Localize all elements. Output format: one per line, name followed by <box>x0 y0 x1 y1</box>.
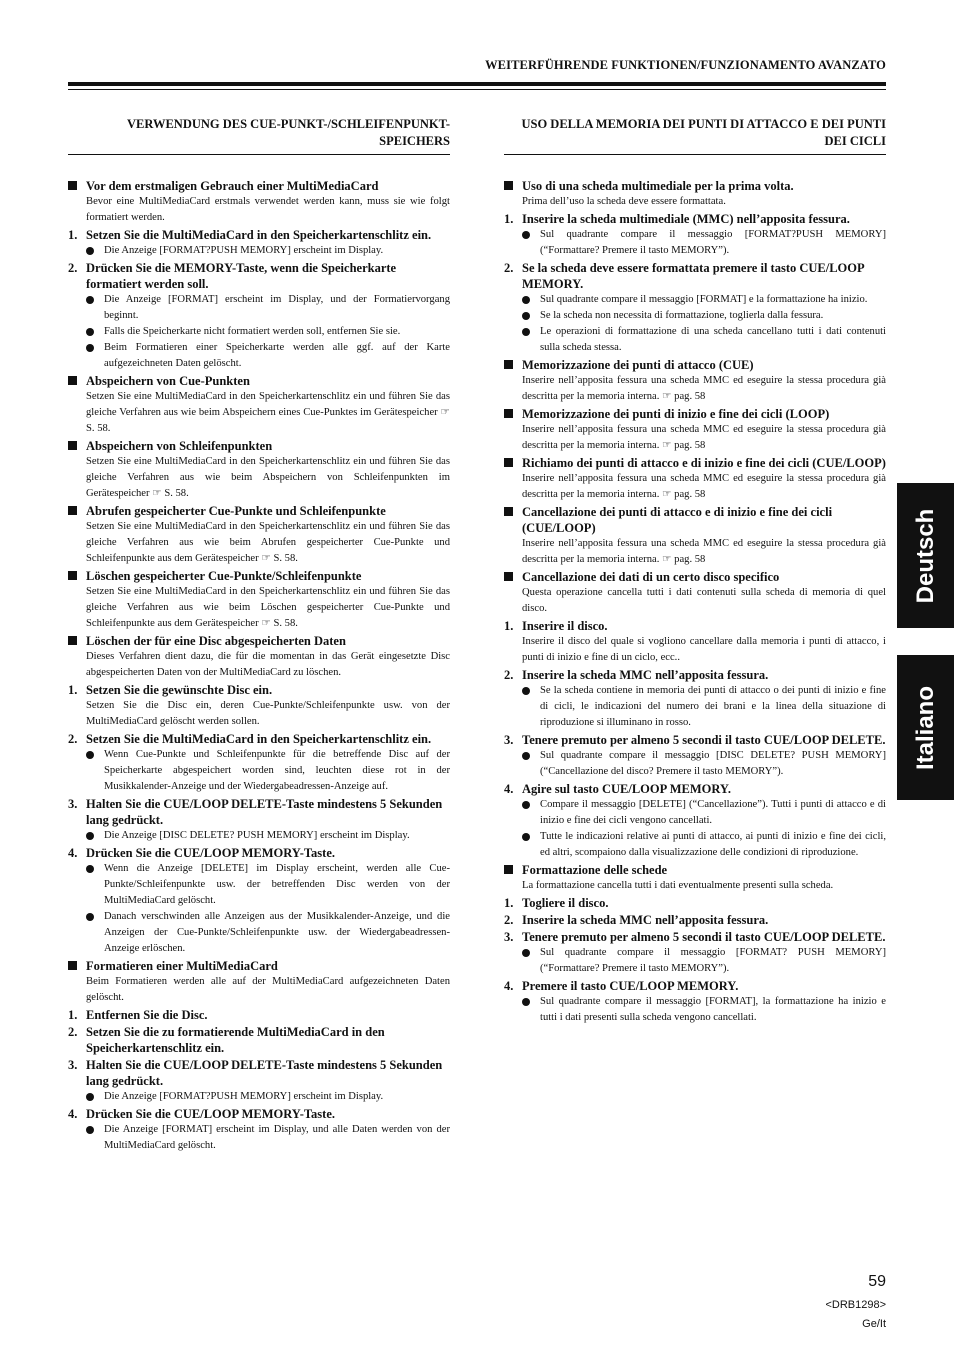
numbered-step <box>504 667 886 683</box>
square-bullet-icon <box>68 961 77 970</box>
paragraph: Inserire nell’apposita fessura una scheda MMC ed eseguire la stessa procedura già descritta per la memoria interna. ☞ pag. 58 <box>522 538 886 565</box>
german-content <box>68 178 450 1154</box>
numbered-step <box>68 845 450 861</box>
step-text: Premere il tasto CUE/LOOP MEMORY. <box>522 979 739 993</box>
step-text: Setzen Sie die zu formatierende MultiMediaCard in den Speicherkartenschlitz ein. <box>86 1025 385 1055</box>
bullet-dot-icon <box>522 752 530 760</box>
bullet-item <box>504 292 886 308</box>
bullet-dot-icon <box>86 913 94 921</box>
bullet-text: Die Anzeige [FORMAT] erscheint im Display, und der Formatiervorgang beginnt. <box>104 294 450 321</box>
bullet-dot-icon <box>522 801 530 809</box>
bullet-item <box>504 308 886 324</box>
step-number: 1. <box>68 228 78 242</box>
paragraph: Inserire nell’apposita fessura una scheda MMC ed eseguire la stessa procedura già descritta per la memoria interna. ☞ pag. 58 <box>522 473 886 500</box>
numbered-step <box>504 978 886 994</box>
bullet-text: Danach verschwinden alle Anzeigen aus der Musikkalender-Anzeige, und die Anzeigen der Cue-Punkte/Schleifenpunkte usw. der Wiedergabeadressen-Anzeige erlöschen. <box>104 911 450 954</box>
bullet-item <box>504 994 886 1026</box>
step-text: Halten Sie die CUE/LOOP DELETE-Taste mindestens 5 Sekunden lang gedrückt. <box>86 797 443 827</box>
heading-text: Vor dem erstmaligen Gebrauch einer MultiMediaCard <box>86 179 379 193</box>
header-rule-thin <box>68 89 886 90</box>
step-number: 4. <box>68 1107 78 1121</box>
subsection-heading <box>504 406 886 422</box>
step-number: 1. <box>504 212 514 226</box>
paragraph: Dieses Verfahren dient dazu, die für die momentan in das Gerät eingesetzte Disc abgespeicherten Daten von der MultiMediaCard zu löschen. <box>86 651 450 678</box>
paragraph: Prima dell’uso la scheda deve essere formattata. <box>522 196 726 207</box>
bullet-dot-icon <box>522 312 530 320</box>
paragraph: Questa operazione cancella tutti i dati contenuti sulla scheda di memoria di quel disco. <box>522 587 886 614</box>
square-bullet-icon <box>68 636 77 645</box>
subsection-heading <box>68 633 450 649</box>
step-text: Togliere il disco. <box>522 896 609 910</box>
step-number: 2. <box>504 668 514 682</box>
bullet-dot-icon <box>86 751 94 759</box>
running-header <box>68 58 886 73</box>
heading-text: Löschen der für eine Disc abgespeicherten Daten <box>86 634 346 648</box>
square-bullet-icon <box>504 360 513 369</box>
bullet-dot-icon <box>522 687 530 695</box>
step-number: 2. <box>504 261 514 275</box>
bullet-item <box>68 747 450 795</box>
subsection-heading <box>504 569 886 585</box>
step-text: Tenere premuto per almeno 5 secondi il tasto CUE/LOOP DELETE. <box>522 733 886 747</box>
square-bullet-icon <box>68 376 77 385</box>
heading-text: Formatieren einer MultiMediaCard <box>86 959 278 973</box>
step-number: 4. <box>68 846 78 860</box>
numbered-step <box>68 796 450 828</box>
subsection-heading <box>68 958 450 974</box>
bullet-item <box>68 340 450 372</box>
bullet-item <box>68 243 450 259</box>
bullet-dot-icon <box>86 1093 94 1101</box>
numbered-step <box>504 929 886 945</box>
numbered-step <box>68 1106 450 1122</box>
heading-text: Löschen gespeicherter Cue-Punkte/Schleifenpunkte <box>86 569 362 583</box>
paragraph: Setzen Sie eine MultiMediaCard in den Speicherkartenschlitz ein und führen Sie das gleiche Verfahren aus wie beim Löschen gespeicherter Cue-Punkte und Schleifenpunkte aus dem Gerätespeicher ☞ S. 58. <box>86 586 450 629</box>
heading-text: Abspeichern von Schleifenpunkten <box>86 439 273 453</box>
paragraph: Setzen Sie eine MultiMediaCard in den Speicherkartenschlitz ein und führen Sie das gleiche Verfahren aus wie beim Abspeichern eines Cue-Punktes im Gerätespeicher ☞ S. 58. <box>86 391 450 434</box>
heading-text: Richiamo dei punti di attacco e di inizio e fine dei cicli (CUE/LOOP) <box>522 456 886 470</box>
step-text: Tenere premuto per almeno 5 secondi il tasto CUE/LOOP DELETE. <box>522 930 886 944</box>
square-bullet-icon <box>68 181 77 190</box>
paragraph: Inserire nell’apposita fessura una scheda MMC ed eseguire la stessa procedura già descritta per la memoria interna. ☞ pag. 58 <box>522 424 886 451</box>
paragraph: La formattazione cancella tutti i dati eventualmente presenti sulla scheda. <box>522 880 834 891</box>
step-text: Inserire la scheda MMC nell’apposita fessura. <box>522 668 769 682</box>
step-text: Drücken Sie die CUE/LOOP MEMORY-Taste. <box>86 1107 335 1121</box>
bullet-dot-icon <box>86 296 94 304</box>
subsection-heading <box>68 438 450 454</box>
step-text: Drücken Sie die MEMORY-Taste, wenn die Speicherkarte formatiert werden soll. <box>86 261 397 291</box>
heading-text: Cancellazione dei punti di attacco e di inizio e fine dei cicli (CUE/LOOP) <box>522 505 833 535</box>
square-bullet-icon <box>504 409 513 418</box>
numbered-step <box>504 912 886 928</box>
step-number: 2. <box>68 732 78 746</box>
numbered-step <box>504 260 886 292</box>
step-number: 2. <box>68 1025 78 1039</box>
section-title-italian: USO DELLA MEMORIA DEI PUNTI DI ATTACCO E DEI PUNTI DEI CICLI <box>504 116 886 155</box>
step-number: 3. <box>68 1058 78 1072</box>
numbered-step <box>504 211 886 227</box>
paragraph: Setzen Sie eine MultiMediaCard in den Speicherkartenschlitz ein und führen Sie das gleiche Verfahren aus wie beim Abspeichern von Schleifenpunkten im Gerätespeicher ☞ S. 58. <box>86 456 450 499</box>
bullet-item <box>504 797 886 829</box>
bullet-item <box>504 227 886 259</box>
bullet-item <box>504 324 886 356</box>
heading-text: Formattazione delle schede <box>522 863 668 877</box>
header-rule-thick <box>68 82 886 86</box>
numbered-step <box>68 731 450 747</box>
subsection-heading <box>504 357 886 373</box>
numbered-step <box>68 260 450 292</box>
numbered-step <box>504 895 886 911</box>
bullet-dot-icon <box>86 344 94 352</box>
paragraph: Setzen Sie die Disc ein, deren Cue-Punkte/Schleifenpunkte usw. von der MultiMediaCard gelöscht werden sollen. <box>86 700 450 727</box>
step-text: Inserire la scheda multimediale (MMC) nell’apposita fessura. <box>522 212 850 226</box>
section-title-german: VERWENDUNG DES CUE-PUNKT-/SCHLEIFENPUNKT-SPEICHERS <box>68 116 450 155</box>
square-bullet-icon <box>504 458 513 467</box>
tab-label-italiano: Italiano <box>911 685 939 770</box>
step-text: Setzen Sie die gewünschte Disc ein. <box>86 683 273 697</box>
heading-text: Abspeichern von Cue-Punkten <box>86 374 250 388</box>
bullet-item <box>504 683 886 731</box>
bullet-text: Se la scheda contiene in memoria dei punti di attacco o dei punti di inizio e fine di cicli, le indicazioni del numero dei brani e la linea della situazione di riproduzione si illuminano in rosso. <box>540 685 886 728</box>
bullet-dot-icon <box>86 247 94 255</box>
bullet-item <box>68 1122 450 1154</box>
subsection-heading <box>68 568 450 584</box>
bullet-text: Die Anzeige [FORMAT?PUSH MEMORY] erscheint im Display. <box>104 1091 384 1102</box>
bullet-text: Tutte le indicazioni relative ai punti di attacco, ai punti di inizio e fine dei cicli, ed altri, scompaiono dalla visualizzazione delle condizioni di riproduzione. <box>540 831 886 858</box>
paragraph: Beim Formatieren werden alle auf der MultiMediaCard aufgezeichneten Daten gelöscht. <box>86 976 450 1003</box>
numbered-step <box>504 781 886 797</box>
bullet-item <box>68 861 450 909</box>
step-number: 1. <box>504 619 514 633</box>
step-number: 3. <box>504 733 514 747</box>
step-text: Drücken Sie die CUE/LOOP MEMORY-Taste. <box>86 846 335 860</box>
language-tab-italiano <box>897 655 954 800</box>
bullet-text: Se la scheda non necessita di formattazione, toglierla dalla fessura. <box>540 310 824 321</box>
square-bullet-icon <box>68 571 77 580</box>
step-text: Agire sul tasto CUE/LOOP MEMORY. <box>522 782 731 796</box>
square-bullet-icon <box>68 506 77 515</box>
numbered-step <box>68 1007 450 1023</box>
subsection-heading <box>504 862 886 878</box>
numbered-step <box>68 1057 450 1089</box>
bullet-dot-icon <box>522 949 530 957</box>
italian-content <box>504 178 886 1026</box>
step-number: 3. <box>68 797 78 811</box>
bullet-text: Compare il messaggio [DELETE] (“Cancellazione”). Tutti i punti di attacco e di inizio e fine dei cicli vengono cancellati. <box>540 799 886 826</box>
language-code: Ge/It <box>862 1318 886 1330</box>
paragraph: Setzen Sie eine MultiMediaCard in den Speicherkartenschlitz ein und führen Sie das gleiche Verfahren aus wie beim Abrufen gespeicherter Cue-Punkte und Schleifenpunkte aus dem Gerätespeicher ☞ S. 58. <box>86 521 450 564</box>
paragraph: Inserire il disco del quale si vogliono cancellare dalla memoria i punti di attacco, i punti di inizio e fine di un ciclo, ecc.. <box>522 636 886 663</box>
square-bullet-icon <box>504 865 513 874</box>
header-title: WEITERFÜHRENDE FUNKTIONEN/FUNZIONAMENTO AVANZATO <box>485 58 886 72</box>
step-number: 3. <box>504 930 514 944</box>
bullet-text: Sul quadrante compare il messaggio [FORMAT] e la formattazione ha inizio. <box>540 294 868 305</box>
bullet-dot-icon <box>522 833 530 841</box>
subsection-heading <box>68 178 450 194</box>
step-number: 4. <box>504 979 514 993</box>
step-text: Setzen Sie die MultiMediaCard in den Speicherkartenschlitz ein. <box>86 228 432 242</box>
bullet-item <box>68 828 450 844</box>
subsection-heading <box>504 178 886 194</box>
bullet-text: Sul quadrante compare il messaggio [DISC DELETE? PUSH MEMORY] (“Cancellazione del disco? Premere il tasto MEMORY”). <box>540 750 886 777</box>
step-text: Setzen Sie die MultiMediaCard in den Speicherkartenschlitz ein. <box>86 732 432 746</box>
bullet-text: Falls die Speicherkarte nicht formatiert werden soll, entfernen Sie sie. <box>104 326 401 337</box>
heading-text: Memorizzazione dei punti di inizio e fine dei cicli (LOOP) <box>522 407 830 421</box>
bullet-dot-icon <box>86 865 94 873</box>
numbered-step <box>68 682 450 698</box>
bullet-text: Sul quadrante compare il messaggio [FORMAT?PUSH MEMORY] (“Formattare? Premere il tasto MEMORY”). <box>540 229 886 256</box>
bullet-item <box>504 829 886 861</box>
bullet-dot-icon <box>522 328 530 336</box>
bullet-text: Die Anzeige [FORMAT] erscheint im Display, und alle Daten werden von der MultiMediaCard gelöscht. <box>104 1124 450 1151</box>
step-number: 4. <box>504 782 514 796</box>
tab-label-deutsch: Deutsch <box>911 508 939 603</box>
bullet-dot-icon <box>86 328 94 336</box>
bullet-text: Sul quadrante compare il messaggio [FORMAT? PUSH MEMORY] (“Formattare? Premere il tasto MEMORY”). <box>540 947 886 974</box>
bullet-dot-icon <box>522 231 530 239</box>
bullet-text: Beim Formatieren einer Speicherkarte werden alle ggf. auf der Karte aufgezeichneten Daten gelöscht. <box>104 342 450 369</box>
bullet-text: Sul quadrante compare il messaggio [FORMAT], la formattazione ha inizio e tutti i dati presenti sulla scheda vengono cancellati. <box>540 996 886 1023</box>
heading-text: Abrufen gespeicherter Cue-Punkte und Schleifenpunkte <box>86 504 386 518</box>
step-number: 1. <box>504 896 514 910</box>
bullet-dot-icon <box>86 832 94 840</box>
square-bullet-icon <box>504 572 513 581</box>
subsection-heading <box>504 504 886 536</box>
bullet-text: Die Anzeige [FORMAT?PUSH MEMORY] erscheint im Display. <box>104 245 384 256</box>
bullet-item <box>68 909 450 957</box>
step-text: Inserire la scheda MMC nell’apposita fessura. <box>522 913 769 927</box>
step-text: Entfernen Sie die Disc. <box>86 1008 208 1022</box>
document-code: <DRB1298> <box>825 1299 886 1311</box>
language-tab-deutsch <box>897 483 954 628</box>
subsection-heading <box>504 455 886 471</box>
left-column-german <box>68 116 450 1154</box>
bullet-item <box>68 324 450 340</box>
step-number: 2. <box>68 261 78 275</box>
subsection-heading <box>68 373 450 389</box>
step-text: Halten Sie die CUE/LOOP DELETE-Taste mindestens 5 Sekunden lang gedrückt. <box>86 1058 443 1088</box>
bullet-text: Wenn die Anzeige [DELETE] im Display erscheint, werden alle Cue-Punkte/Schleifenpunkte usw. der betreffenden Disc werden von der MultiMediaCard gelöscht. <box>104 863 450 906</box>
bullet-text: Le operazioni di formattazione di una scheda cancellano tutti i dati contenuti sulla scheda stessa. <box>540 326 886 353</box>
bullet-item <box>504 945 886 977</box>
step-text: Inserire il disco. <box>522 619 608 633</box>
heading-text: Memorizzazione dei punti di attacco (CUE) <box>522 358 754 372</box>
bullet-item <box>68 292 450 324</box>
step-number: 1. <box>68 683 78 697</box>
bullet-text: Die Anzeige [DISC DELETE? PUSH MEMORY] erscheint im Display. <box>104 830 410 841</box>
right-column-italian <box>504 116 886 1026</box>
bullet-item <box>68 1089 450 1105</box>
numbered-step <box>68 227 450 243</box>
page-number: 59 <box>868 1273 886 1290</box>
paragraph: Bevor eine MultiMediaCard erstmals verwendet werden kann, muss sie wie folgt formatiert werden. <box>86 196 450 223</box>
square-bullet-icon <box>68 441 77 450</box>
subsection-heading <box>68 503 450 519</box>
bullet-text: Wenn Cue-Punkte und Schleifenpunkte für die betreffende Disc auf der Speicherkarte abgespeichert worden sind, leuchten diese rot in der Musikkalender-Anzeige und der Wiedergabeadressen-Anzeige auf. <box>104 749 450 792</box>
numbered-step <box>504 732 886 748</box>
bullet-dot-icon <box>522 296 530 304</box>
bullet-dot-icon <box>522 998 530 1006</box>
numbered-step <box>504 618 886 634</box>
step-text: Se la scheda deve essere formattata premere il tasto CUE/LOOP MEMORY. <box>522 261 864 291</box>
step-number: 1. <box>68 1008 78 1022</box>
paragraph: Inserire nell’apposita fessura una scheda MMC ed eseguire la stessa procedura già descritta per la memoria interna. ☞ pag. 58 <box>522 375 886 402</box>
numbered-step <box>68 1024 450 1056</box>
square-bullet-icon <box>504 181 513 190</box>
heading-text: Uso di una scheda multimediale per la prima volta. <box>522 179 794 193</box>
bullet-item <box>504 748 886 780</box>
bullet-dot-icon <box>86 1126 94 1134</box>
step-number: 2. <box>504 913 514 927</box>
square-bullet-icon <box>504 507 513 516</box>
heading-text: Cancellazione dei dati di un certo disco specifico <box>522 570 780 584</box>
